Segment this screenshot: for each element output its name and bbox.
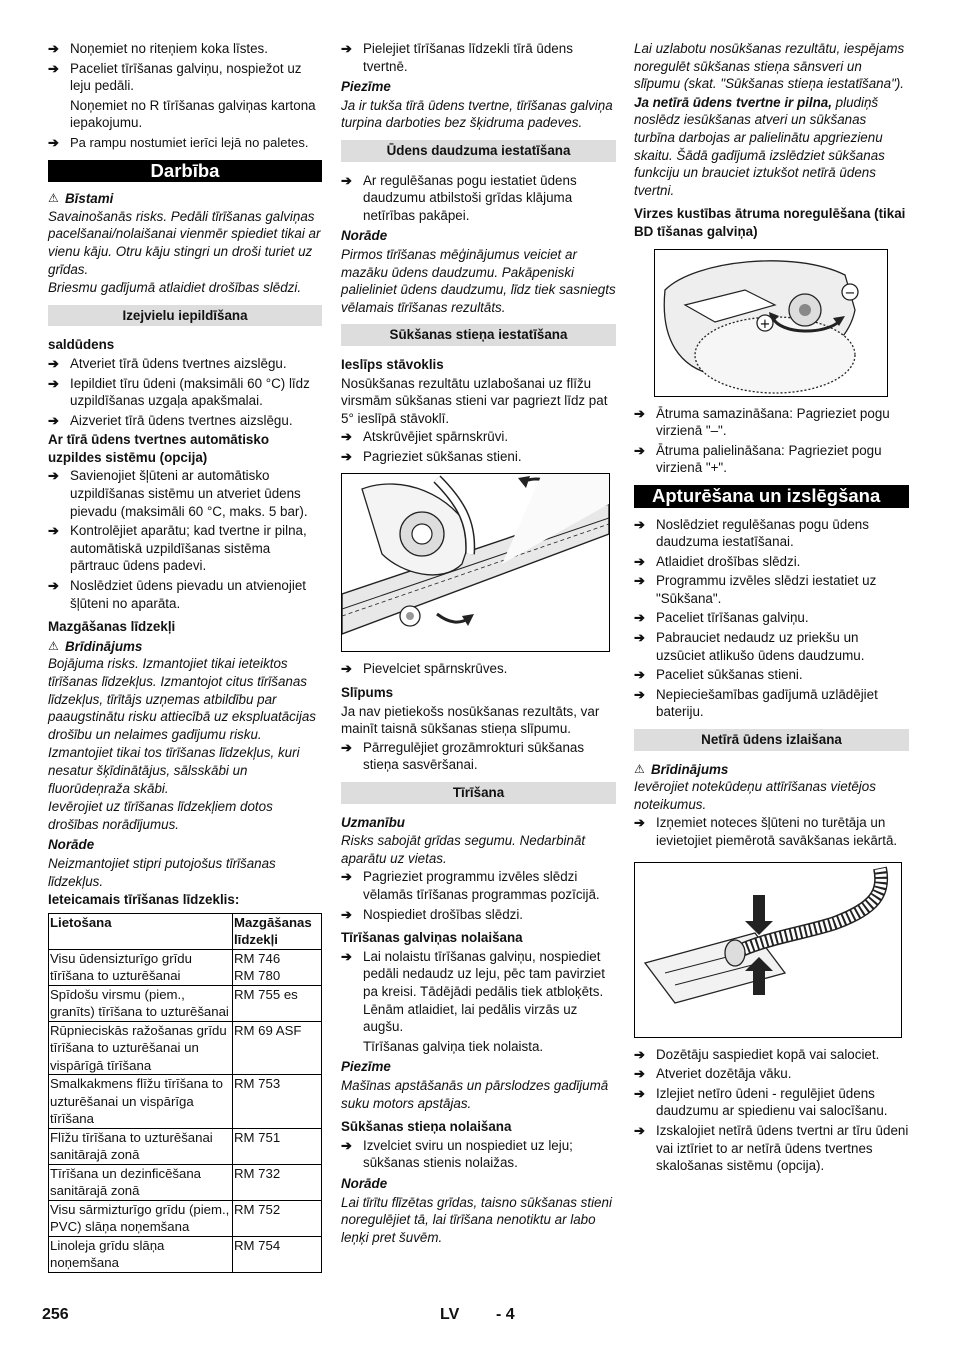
list-item: ➔ Pagrieziet programmu izvēles slēdzi vēlamās tīrīšanas programmas pozīcijā. xyxy=(341,869,600,902)
table-header-row xyxy=(49,913,322,949)
danger-text: Savainošanās risks. Pedāli tīrīšanas galviņas pacelšanai/nolaišanai vienmēr spiediet tikai ar vienu kāju. Otru kāju stingri un droši turiet uz grīdas. xyxy=(48,208,321,277)
arrow-icon: ➔ xyxy=(634,516,645,532)
column-3 xyxy=(634,40,909,1177)
detergent-table xyxy=(48,913,322,1273)
warning-icon: ⚠ xyxy=(48,638,59,653)
arrow-icon: ➔ xyxy=(634,1046,645,1062)
arrow-icon: ➔ xyxy=(634,686,645,702)
arrow-icon: ➔ xyxy=(48,523,59,539)
list-item: ➔ Ātruma palielināšana: Pagrieziet pogu virzienā "+". xyxy=(634,442,882,476)
arrow-icon: ➔ xyxy=(634,815,645,831)
table-row: Visu ūdensizturīgo grīdu tīrīšana to uzturēšanai RM 746 RM 780 xyxy=(49,949,322,985)
table-row: Visu sārmizturīgo grīdu (piem., PVC) slāņa noņemšana RM 752 xyxy=(49,1200,322,1236)
arrow-icon: ➔ xyxy=(48,60,59,76)
warning-text-2: Izmantojiet tikai tos tīrīšanas līdzekļus, kuri nesatur šķīdinātājus, sālsskābi un fluorūdeņraža skābi. xyxy=(48,745,300,796)
list-item: ➔ Noslēdziet ūdens pievadu un atvienojiet šļūteni no aparāta. xyxy=(48,578,306,611)
intro-note: Noņemiet no R tīrīšanas galviņas kartona iepakojumu. xyxy=(70,97,316,131)
arrow-icon: ➔ xyxy=(341,948,352,964)
note-text: Pirmos tīrīšanas mēģinājumus veiciet ar mazāku ūdens daudzumu. Pakāpeniski palieliniet ūdens daudzumu, līdz tiek sasniegts vēlamais tīrīšanas rezultāts. xyxy=(341,246,616,315)
section-title: Apturēšana un izslēgšana xyxy=(634,485,909,508)
arrow-icon: ➔ xyxy=(341,429,352,445)
arrow-icon: ➔ xyxy=(634,405,645,421)
list-item: ➔ Izlejiet netīro ūdeni - regulējiet ūdens daudzumu ar spiedienu vai salocīšanu. xyxy=(634,1085,888,1119)
auto-fill-heading: Ar tīrā ūdens tvertnes automātisko uzpildes sistēmu (opcija) xyxy=(48,432,270,465)
list-item: ➔ Nospiediet drošības slēdzi. xyxy=(341,906,524,922)
list-item: ➔ Pabrauciet nedaudz uz priekšu un uzsūciet atlikušo ūdens daudzumu. xyxy=(634,630,865,663)
list-item: ➔ Izvelciet sviru un nospiediet uz leju; sūkšanas stienis nolaižas. xyxy=(341,1137,573,1171)
slope-text: Ja nav pietiekošs nosūkšanas rezultāts, var mainīt taisnā sūkšanas stieņa slīpumu. xyxy=(341,703,600,737)
note-text: Lai tīrītu flīzētas grīdas, taisno sūkšanas stieni noregulējiet tā, lai tīrīšana nenotiktu ar labo leņķi pret šuvēm. xyxy=(341,1194,612,1245)
slope-heading: Slīpums xyxy=(341,685,394,701)
detergent-heading: Mazgāšanas līdzekļi xyxy=(48,619,176,635)
list-item: ➔ Ātruma samazināšana: Pagrieziet pogu virzienā "–". xyxy=(634,405,890,439)
warning-icon: ⚠ xyxy=(634,761,645,776)
note-text: Neizmantojiet stipri putojošus tīrīšanas līdzekļus. xyxy=(48,855,276,889)
subsection-bar: Tīrīšana xyxy=(341,782,616,804)
subsection-bar: Izejvielu iepildīšana xyxy=(48,305,322,327)
arrow-icon: ➔ xyxy=(634,553,645,569)
arrow-icon: ➔ xyxy=(48,578,59,594)
arrow-icon: ➔ xyxy=(341,739,352,755)
arrow-icon: ➔ xyxy=(634,1122,645,1138)
speed-heading: Virzes kustības ātruma noregulēšana (tikai BD tīšanas galviņa) xyxy=(634,206,906,239)
table-row: Linoleja grīdu slāņa noņemšana RM 754 xyxy=(49,1236,322,1272)
arrow-icon: ➔ xyxy=(341,1137,352,1153)
lower-result: Tīrīšanas galviņa tiek nolaista. xyxy=(363,1038,544,1054)
list-item: ➔ Pievelciet spārnskrūves. xyxy=(341,661,508,677)
arrow-icon: ➔ xyxy=(634,1066,645,1082)
list-item: ➔ Nepieciešamības gadījumā uzlādējiet bateriju. xyxy=(634,686,878,720)
arrow-icon: ➔ xyxy=(634,442,645,458)
note-label: Norāde xyxy=(48,837,95,853)
list-item: ➔ Atskrūvējiet spārnskrūvi. xyxy=(341,429,509,445)
caution-label: Uzmanību xyxy=(341,814,405,830)
list-item: ➔ Aizveriet tīrā ūdens tvertnes aizslēgu. xyxy=(48,412,293,428)
tilt-text: Nosūkšanas rezultātu uzlabošanai uz flīžu virsmām sūkšanas stieni var pagriezt līdz pat 5° ieslīpā stāvoklī. xyxy=(341,375,608,426)
note-label: Norāde xyxy=(341,1175,388,1191)
list-item: ➔ Pa rampu nostumiet ierīci lejā no paletes. xyxy=(48,134,309,150)
list-item: ➔ Programmu izvēles slēdzi iestatiet uz "Sūkšana". xyxy=(634,573,877,606)
recommended-heading: Ieteicamais tīrīšanas līdzeklis: xyxy=(48,892,240,908)
arrow-icon: ➔ xyxy=(48,134,59,150)
list-item: ➔ Paceliet tīrīšanas galviņu, nospiežot uz leju pedāli. xyxy=(48,60,302,94)
minus-label: − xyxy=(844,285,856,301)
arrow-icon: ➔ xyxy=(48,355,59,371)
arrow-icon: ➔ xyxy=(48,375,59,391)
column-2 xyxy=(341,40,616,1247)
list-item: ➔ Noslēdziet regulēšanas pogu ūdens daudzuma iestatīšanai. xyxy=(634,516,869,550)
arrow-icon: ➔ xyxy=(634,667,645,683)
fresh-water-heading: saldūdens xyxy=(48,337,115,353)
tilt-heading: Ieslīps stāvoklis xyxy=(341,356,444,372)
list-item: ➔ Ar regulēšanas pogu iestatiet ūdens daudzumu atbilstoši grīdas klājuma netīrības pakāpei. xyxy=(341,172,577,223)
list-item: ➔ Dozētāju saspiediet kopā vai salociet. xyxy=(634,1046,880,1062)
list-item: ➔ Pagrieziet sūkšanas stieni. xyxy=(341,448,522,464)
list-item: ➔ Noņemiet no riteņiem koka līstes. xyxy=(48,41,268,56)
arrow-icon: ➔ xyxy=(341,869,352,885)
list-item: ➔ Izskalojiet netīrā ūdens tvertni ar tīru ūdeni vai iztīriet to ar netīrā ūdens tvertnes skalošanas sistēmu (opcija). xyxy=(634,1122,909,1174)
language-code: LV xyxy=(440,1306,460,1323)
full-tank-text: Ja netīrā ūdens tvertne ir pilna, pludiņš noslēdz iesūkšanas atveri un sūkšanas turbīna darbojas ar palielinātu apgriezienu skaitu. Šādā gadījumā izslēdziet sūkšanas funkciju un brauciet iztukšot netīrā ūdens tvertni. xyxy=(634,94,885,198)
note-text: Ja ir tukša tīrā ūdens tvertne, tīrīšanas galviņa turpina darboties bez šķidruma padeves. xyxy=(341,97,613,131)
note-label: Piezīme xyxy=(341,1059,391,1075)
warning-text: Ievērojiet notekūdeņu attīrīšanas vietējos noteikumus. xyxy=(634,779,876,812)
subsection-bar: Sūkšanas stieņa iestatīšana xyxy=(341,324,616,346)
list-item: ➔ Kontrolējiet aparātu; kad tvertne ir pilna, automātiskā uzpildīšanas sistēma pārtrauc ūdens padevi. xyxy=(48,523,307,574)
table-row: Flīžu tīrīšana to uzturēšanai sanitārajā zonā RM 751 xyxy=(49,1128,322,1164)
arrow-icon: ➔ xyxy=(341,661,352,677)
warning-heading: ⚠ Brīdinājums xyxy=(48,638,143,654)
column-1 xyxy=(48,40,322,1273)
squeegee-figure xyxy=(341,473,610,652)
arrow-icon: ➔ xyxy=(634,610,645,626)
warning-text: Bojājuma risks. Izmantojiet tikai ieteiktos tīrīšanas līdzekļus. Izmantojot citus tīrīšanas līdzekļus, tīrītājs uzņemas atbildību par paaugstinātu risku attiecībā uz ekspluatācijas drošību un nelaimes gadījumu risku. xyxy=(48,656,316,742)
warning-text-3: Ievērojiet uz tīrīšanas līdzekļiem dotos drošības norādījumus. xyxy=(48,799,273,832)
list-item: ➔ Izņemiet noteces šļūteni no turētāja un ievietojiet piemērotā savākšanas iekārtā. xyxy=(634,815,898,848)
drain-hose-illustration xyxy=(635,863,901,1037)
page-number: 256 xyxy=(42,1306,69,1323)
arrow-icon: ➔ xyxy=(48,468,59,484)
list-item: ➔ Paceliet tīrīšanas galviņu. xyxy=(634,610,809,626)
list-item: ➔ Pielejiet tīrīšanas līdzekli tīrā ūdens tvertnē. xyxy=(341,41,573,74)
danger-text-2: Briesmu gadījumā atlaidiet drošības slēdzi. xyxy=(48,280,302,296)
intro-text: Lai uzlabotu nosūkšanas rezultātu, iespējams noregulēt sūkšanas stieņa sānsveri un slīpumu (skat. "Sūkšanas stieņa iestatīšana"). xyxy=(634,41,905,92)
arrow-icon: ➔ xyxy=(341,906,352,922)
list-item: ➔ Atveriet dozētāja vāku. xyxy=(634,1066,792,1082)
arrow-icon: ➔ xyxy=(634,1085,645,1101)
subsection-bar: Ūdens daudzuma iestatīšana xyxy=(341,140,616,162)
arrow-icon: ➔ xyxy=(341,172,352,188)
warning-heading: ⚠ Brīdinājums xyxy=(634,761,729,777)
warning-icon: ⚠ xyxy=(48,191,59,206)
caution-text: Risks sabojāt grīdas segumu. Nedarbināt aparātu uz vietas. xyxy=(341,833,586,866)
list-item: ➔ Iepildiet tīru ūdeni (maksimāli 60 °C) līdz uzpildīšanas uzgaļa apakšmalai. xyxy=(48,375,310,409)
table-header: Mazgāšanas līdzekļi xyxy=(233,913,322,949)
note-label: Norāde xyxy=(341,228,388,244)
list-item: ➔ Savienojiet šļūteni ar automātisko uzpildīšanas sistēmu un atveriet ūdens pievadu (maksimāli 60 °C, maks. 5 bar). xyxy=(48,468,308,519)
section-number: - 4 xyxy=(496,1306,515,1323)
note-text: Mašīnas apstāšanās un pārslodzes gadījumā suku motors apstājas. xyxy=(341,1077,609,1111)
arrow-icon: ➔ xyxy=(634,573,645,589)
suction-lower-heading: Sūkšanas stieņa nolaišana xyxy=(341,1119,512,1135)
arrow-icon: ➔ xyxy=(48,412,59,428)
note-label: Piezīme xyxy=(341,79,391,95)
squeegee-illustration xyxy=(342,474,609,651)
arrow-icon: ➔ xyxy=(341,448,352,464)
list-item: ➔ Paceliet sūkšanas stieni. xyxy=(634,667,803,683)
list-item: ➔ Lai nolaistu tīrīšanas galviņu, nospiediet pedāli nedaudz uz leju, pēc tam pavirziet pa kreisi. Tādējādi pedālis tiek atbloķēts. Lēnām atlaidiet, lai pedālis virzās uz augšu. xyxy=(341,948,605,1035)
table-row: Tīrīšana un dezinficēšana sanitārajā zonā RM 732 xyxy=(49,1164,322,1200)
drain-hose-figure xyxy=(634,862,902,1038)
table-header: Lietošana xyxy=(49,913,233,949)
list-item: ➔ Pārregulējiet grozāmrokturi sūkšanas stieņa sasvēršanai. xyxy=(341,739,585,773)
subsection-bar: Netīrā ūdens izlaišana xyxy=(634,729,909,751)
lower-heading: Tīrīšanas galviņas nolaišana xyxy=(341,930,523,946)
list-item: ➔ Atlaidiet drošības slēdzi. xyxy=(634,553,801,569)
arrow-icon: ➔ xyxy=(634,630,645,646)
table-row: Spīdošu virsmu (piem., granīts) tīrīšana to uzturēšanai RM 755 es xyxy=(49,985,322,1021)
danger-heading: ⚠ Bīstami xyxy=(48,191,114,207)
list-item: ➔ Atveriet tīrā ūdens tvertnes aizslēgu. xyxy=(48,355,287,371)
section-title: Darbība xyxy=(48,160,322,183)
plus-label: + xyxy=(759,316,771,332)
table-row: Smalkakmens flīžu tīrīšana to uzturēšanai un vispārīga tīrīšana RM 753 xyxy=(49,1075,322,1129)
table-row: Rūpnieciskās ražošanas grīdu tīrīšana to uzturēšanai un vispārīgā tīrīšana RM 69 ASF xyxy=(49,1021,322,1075)
arrow-icon: ➔ xyxy=(341,41,352,56)
speed-knob-figure xyxy=(654,249,888,397)
speed-knob-illustration xyxy=(655,250,887,396)
arrow-icon: ➔ xyxy=(48,41,59,56)
